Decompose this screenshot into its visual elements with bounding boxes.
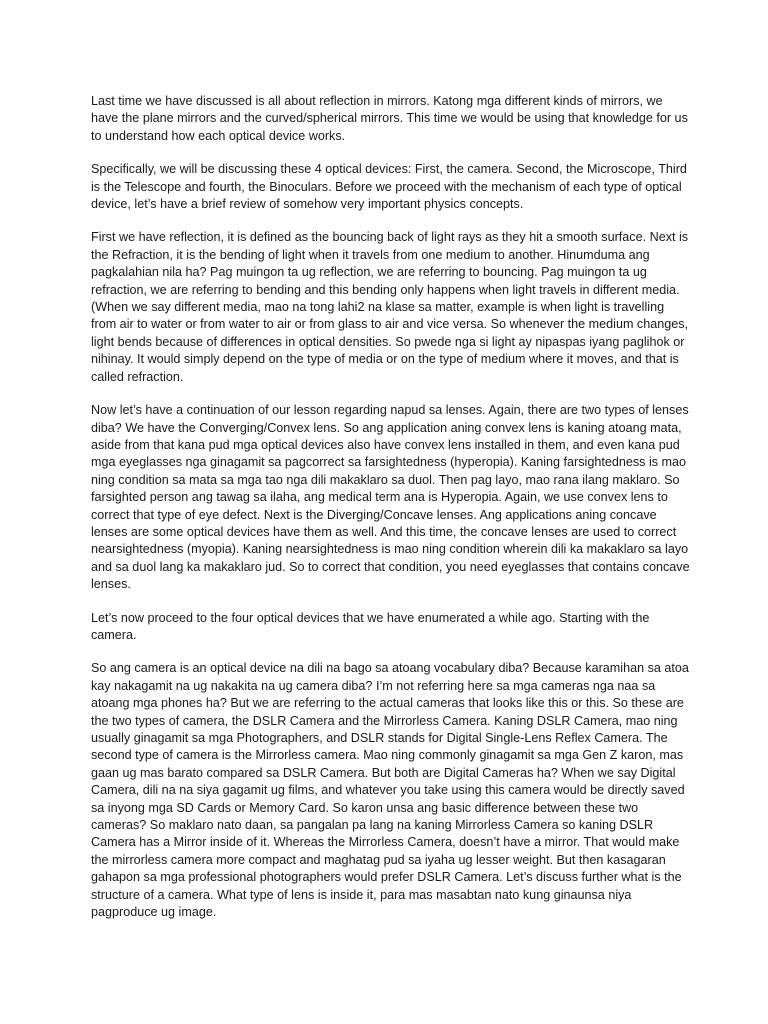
paragraph-four-devices: Specifically, we will be discussing these 4 optical devices: First, the camera. Second, the Microscope, Third is the Telescope and fourth, the Binoculars. Before we proceed with the mechanism of each type of optical device, let’s have a brief review of somehow very important physics concepts. (91, 162, 687, 212)
paragraph-mirrors-recap: Last time we have discussed is all about reflection in mirrors. Katong mga different kinds of mirrors, we have the plane mirrors and the curved/spherical mirrors. This time we would be using that knowledge for us to understand how each optical device works. (91, 94, 688, 143)
paragraph-lenses: Now let’s have a continuation of our lesson regarding napud sa lenses. Again, there are two types of lenses diba? We have the Converging/Convex lens. So ang application aning convex lens is kaning atoang mata, aside from that kana pud mga optical devices also have convex lens installed in them, and even kana pud mga eyeglasses nga ginagamit sa pagcorrect sa farsightedness (hyperopia). Kaning farsightedness is mao ning condition sa mata sa mga tao nga dili makaklaro sa duol. Then pag layo, mao rana ilang maklaro. So farsighted person ang tawag sa ilaha, ang medical term ana is Hyperopia. Again, we use convex lens to correct that type of eye defect. Next is the Diverging/Concave lenses. Ang applications aning concave lenses are some optical devices have them as well. And this time, the concave lenses are used to correct nearsightedness (myopia). Kaning nearsightedness is mao ning condition wherein dili ka makaklaro sa layo and sa duol lang ka makaklaro jud. So to correct that condition, you need eyeglasses that contains concave lenses. (91, 403, 690, 592)
paragraph-camera-types: So ang camera is an optical device na dili na bago sa atoang vocabulary diba? Because karamihan sa atoa kay nakagamit na ug nakakita na ug camera diba? I’m not referring here sa mga cameras nga naa sa atoang mga phones ha? But we are referring to the actual cameras that looks like this or this. So these are the two types of camera, the DSLR Camera and the Mirrorless Camera. Kaning DSLR Camera, mao ning usually ginagamit sa mga Photographers, and DSLR stands for Digital Single-Lens Reflex Camera. The second type of camera is the Mirrorless camera. Mao ning commonly ginagamit sa mga Gen Z karon, mas gaan ug mas barato compared sa DSLR Camera. But both are Digital Cameras ha? When we say Digital Camera, dili na na siya gagamit ug films, and whatever you take using this camera would be directly saved sa inyong mga SD Cards or Memory Card. So karon unsa ang basic difference between these two cameras? So maklaro nato daan, sa pangalan pa lang na kaning Mirrorless Camera so kaning DSLR Camera has a Mirror inside of it. Whereas the Mirrorless Camera, doesn’t have a mirror. That would make the mirrorless camera more compact and maghatag pud sa iyaha ug lesser weight. But then kasagaran gahapon sa mga professional photographers would prefer DSLR Camera. Let’s discuss further what is the structure of a camera. What type of lens is inside it, para mas masabtan nato kung ginaunsa niya pagproduce ug image. (91, 661, 689, 920)
paragraph-proceed-camera: Let’s now proceed to the four optical devices that we have enumerated a while ago. Starting with the camera. (91, 610, 650, 642)
paragraph-reflection-refraction: First we have reflection, it is defined as the bouncing back of light rays as they hit a smooth surface. Next is the Refraction, it is the bending of light when it travels from one medium to another. Hinumduma ang pagkalahian nila ha? Pag muingon ta ug reflection, we are referring to bouncing. Pag muingon ta ug refraction, we are referring to bending and this bending only happens when light travels in different media. (When we say different media, mao na tong lahi2 na klase sa matter, example is when light is travelling from air to water or from water to air or from glass to air and vice versa. So whenever the medium changes, light bends because of differences in optical densities. So pwede nga si light ay nipaspas iyang paglihok or nihinay. It would simply depend on the type of media or on the type of medium where it moves, and that is called refraction. (91, 230, 689, 384)
document-page (91, 93, 691, 937)
